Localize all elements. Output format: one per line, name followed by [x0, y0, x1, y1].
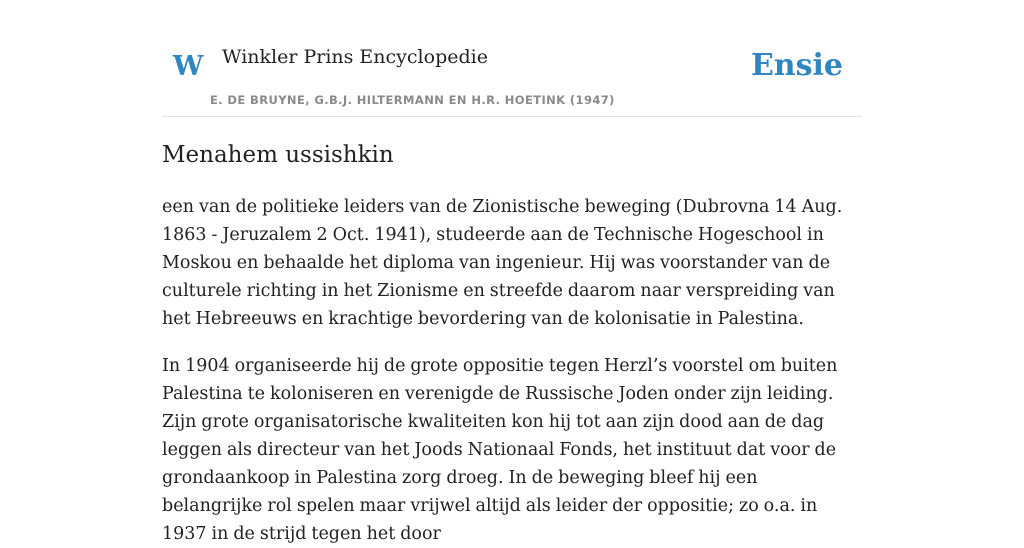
article-paragraph: In 1904 organiseerde hij de grote oppositie tegen Herzl’s voorstel om buiten Palestina te koloniseren en verenigde de Russische Joden onder zijn leiding. Zijn grote organisatorische kwaliteiten kon hij tot aan zijn dood aan de dag leggen als directeur van het Joods Nationaal Fonds, het instituut dat voor de grondaankoop in Palestina zorg droeg. In de beweging bleef hij een belangrijke rol spelen maar vrijwel altijd als leider der oppositie; zo o.a. in 1937 in de strijd tegen het door	[162, 356, 838, 544]
article-title: Menahem ussishkin	[162, 142, 394, 168]
article	[162, 139, 862, 548]
site-header	[162, 0, 862, 117]
ensie-logo[interactable]: Ensie	[750, 48, 843, 83]
site-title[interactable]: Winkler Prins Encyclopedie	[222, 46, 488, 68]
winkler-prins-logo[interactable]: W	[173, 51, 204, 82]
site-authors: E. DE BRUYNE, G.B.J. HILTERMANN EN H.R. HOETINK (1947)	[210, 93, 615, 107]
article-paragraph: een van de politieke leiders van de Zionistische beweging (Dubrovna 14 Aug. 1863 - Jeruzalem 2 Oct. 1941), studeerde aan de Technische Hogeschool in Moskou en behaalde het diploma van ingenieur. Hij was voorstander van de culturele richting in het Zionisme en streefde daarom naar verspreiding van het Hebreeuws en krachtige bevordering van de kolonisatie in Palestina.	[162, 197, 843, 329]
